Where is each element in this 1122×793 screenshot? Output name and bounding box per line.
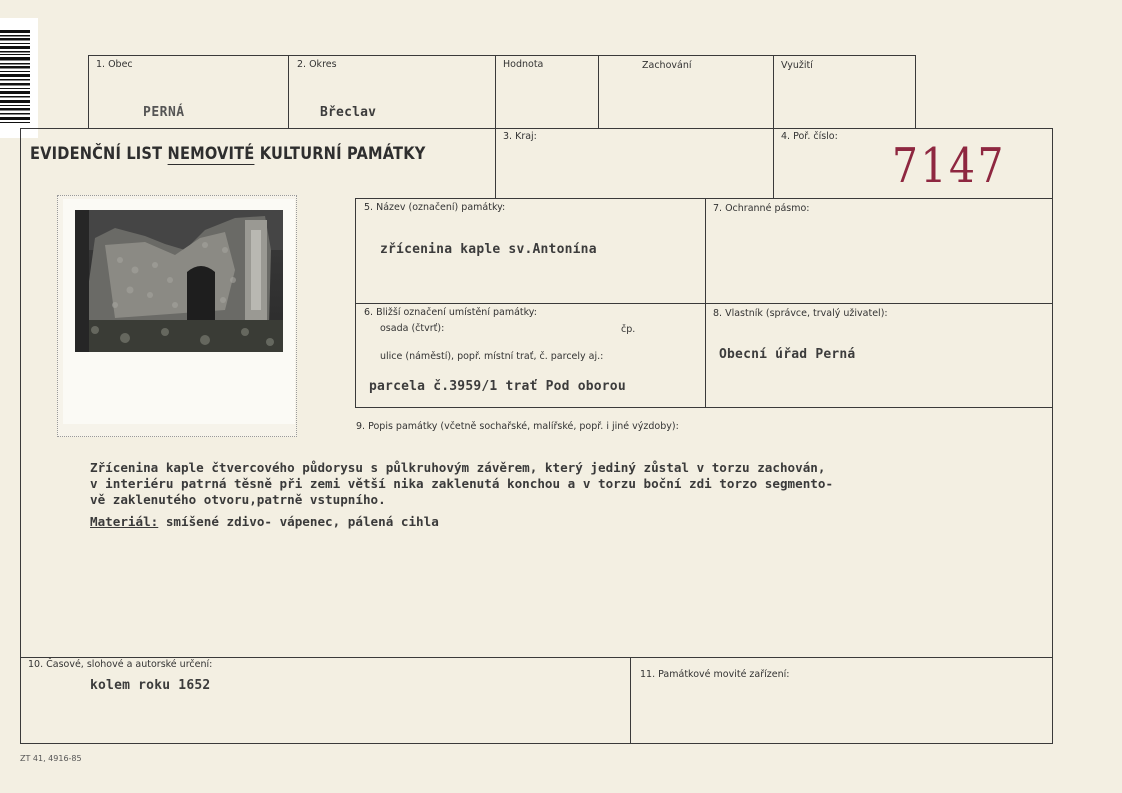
popis-text bbox=[90, 460, 833, 530]
ulice-label: ulice (náměstí), popř. místní trať, č. parcely aj.: bbox=[380, 351, 604, 362]
barcode-label bbox=[0, 18, 38, 138]
popis-line-2: v interiéru patrná těsně při zemi větší nika zaklenutá konchou a v torzu boční zdi torzo segmento- bbox=[90, 476, 834, 491]
grid-line bbox=[773, 55, 774, 198]
cp-label: čp. bbox=[621, 324, 636, 335]
grid-line bbox=[495, 55, 496, 198]
grid-line bbox=[355, 407, 1052, 408]
movite-label: 11. Památkové movité zařízení: bbox=[640, 669, 790, 680]
grid-line bbox=[88, 55, 916, 56]
grid-line bbox=[915, 55, 916, 128]
grid-line bbox=[355, 303, 1052, 304]
grid-line bbox=[355, 198, 1052, 199]
grid-line bbox=[88, 55, 89, 128]
vyuziti-label: Využití bbox=[781, 60, 813, 71]
vlastnik-label: 8. Vlastník (správce, trvalý uživatel): bbox=[713, 308, 888, 319]
popis-label: 9. Popis památky (včetně sochařské, malířské, popř. i jiné výzdoby): bbox=[356, 421, 679, 432]
por-cislo-label: 4. Poř. číslo: bbox=[781, 131, 838, 142]
casove-label: 10. Časové, slohové a autorské určení: bbox=[28, 659, 213, 670]
material-value: smíšené zdivo- vápenec, pálená cihla bbox=[158, 514, 439, 529]
obec-value: PERNÁ bbox=[143, 105, 185, 120]
nazev-value: zřícenina kaple sv.Antonína bbox=[380, 242, 597, 257]
kraj-label: 3. Kraj: bbox=[503, 131, 537, 142]
okres-label: 2. Okres bbox=[297, 59, 337, 70]
title-part-2-underlined: NEMOVITÉ bbox=[167, 144, 255, 164]
popis-line-1: Zřícenina kaple čtvercového půdorysu s půlkruhovým závěrem, který jediný zůstal v torzu zachován, bbox=[90, 460, 826, 475]
ochranne-pasmo-label: 7. Ochranné pásmo: bbox=[713, 203, 810, 214]
okres-value: Břeclav bbox=[320, 105, 377, 120]
page-title bbox=[30, 144, 425, 164]
grid-line bbox=[20, 743, 1053, 744]
osada-label: osada (čtvrť): bbox=[380, 323, 445, 334]
title-part-1: EVIDENČNÍ LIST bbox=[30, 144, 168, 164]
popis-line-3: vě zaklenutého otvoru,patrně vstupního. bbox=[90, 492, 386, 507]
umisteni-value: parcela č.3959/1 trať Pod oborou bbox=[369, 379, 626, 394]
nazev-label: 5. Název (označení) památky: bbox=[364, 202, 506, 213]
grid-line bbox=[1052, 128, 1053, 743]
obec-label: 1. Obec bbox=[96, 59, 133, 70]
grid-line bbox=[20, 657, 1053, 658]
vlastnik-value: Obecní úřad Perná bbox=[719, 347, 856, 362]
grid-line bbox=[630, 657, 631, 743]
photo-of-chapel-ruin bbox=[75, 210, 283, 352]
title-part-3: KULTURNÍ PAMÁTKY bbox=[254, 144, 426, 164]
material-label: Materiál: bbox=[90, 514, 159, 529]
barcode-icon bbox=[0, 30, 38, 130]
material-line bbox=[90, 514, 833, 530]
grid-line bbox=[288, 55, 289, 128]
grid-line bbox=[598, 55, 599, 128]
form-code: ZT 41, 4916-85 bbox=[20, 754, 82, 763]
grid-line bbox=[20, 128, 21, 743]
umisteni-label: 6. Bližší označení umístění památky: bbox=[364, 307, 537, 318]
casove-value: kolem roku 1652 bbox=[90, 678, 211, 693]
hodnota-label: Hodnota bbox=[503, 59, 544, 70]
zachovani-label: Zachování bbox=[642, 60, 692, 71]
por-cislo-value: 7147 bbox=[892, 138, 1007, 194]
grid-line bbox=[20, 128, 1053, 129]
